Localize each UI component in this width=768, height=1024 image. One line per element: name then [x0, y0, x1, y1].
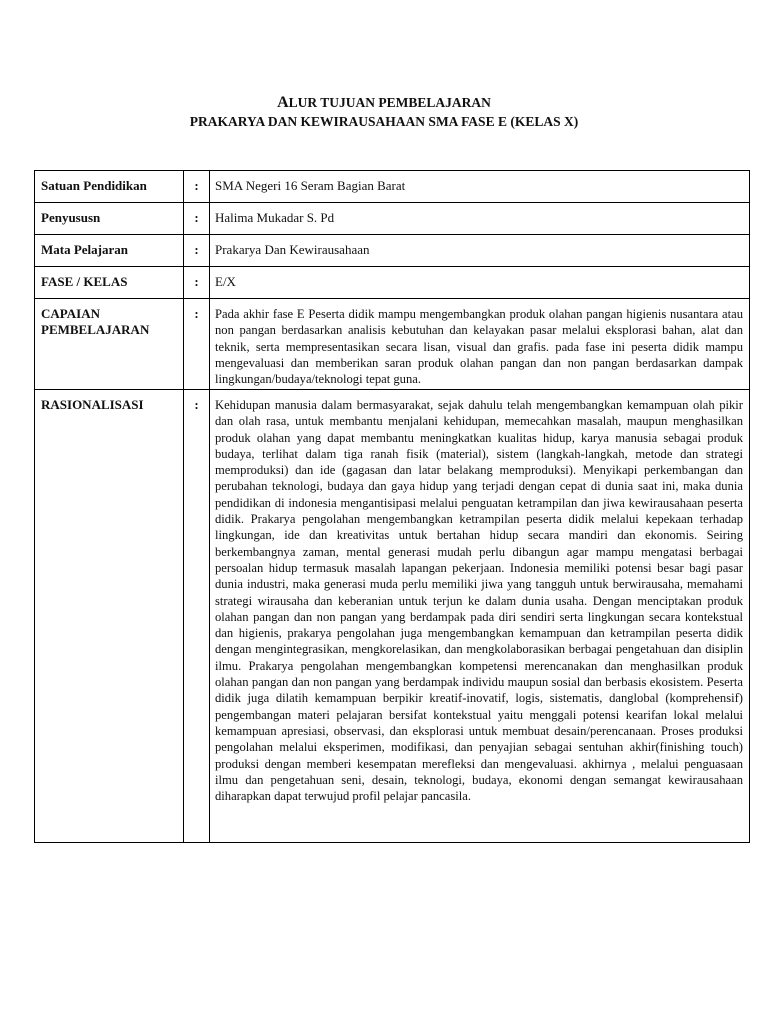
- row-value: Prakarya Dan Kewirausahaan: [210, 235, 750, 267]
- row-separator: :: [184, 299, 210, 390]
- document-title: [0, 94, 768, 111]
- row-separator: :: [184, 267, 210, 299]
- row-value-cell: [210, 299, 750, 390]
- row-value: SMA Negeri 16 Seram Bagian Barat: [210, 171, 750, 203]
- table-row-capaian-pembelajaran: [35, 299, 750, 390]
- row-label: FASE / KELAS: [35, 267, 184, 299]
- rasionalisasi-paragraph: Kehidupan manusia dalam bermasyarakat, sejak dahulu telah mengembangkan kemampuan olah pikir dan olah rasa, untuk membantu menjalani kehidupan, memecahkan masalah, maupun menghasilkan produk olahan yang dapat membantu meningkatkan kualitas hidup, karya manusia sebagai produk budaya, terlihat dalam tiga ranah fisik (material), sistem (langkah-langkah, metode dan strategi memproduksi) dan ide (gagasan dan latar belakang memproduksi). Menyikapi perkembangan dan perubahan teknologi, budaya dan gaya hidup yang terjadi dengan cepat di dunia saat ini, maka dunia pendidikan di indonesia mengantisipasi melalui penguatan ketrampilan dan jiwa kewirausahaan peserta didik. Prakarya pengolahan mengembangkan ketrampilan peserta didik melalui kepekaan terhadap lingkungan, ide dan kreativitas untuk bertahan hidup secara mandiri dan ekonomis. Seiring berkembangnya zaman, mental generasi mudah perlu dibangun agar mampu mengatasi berbagai persoalan hidup termasuk masalah lapangan pekerjaan. Indonesia memiliki potensi besar bagi pasar dunia industri, maka generasi muda perlu memiliki jiwa yang tangguh untuk berwirausaha, memahami strategi wirausaha dan keberanian untuk terjun ke dalam dunia usaha. Dengan menciptakan produk olahan pangan dan non pangan yang berdampak pada diri sendiri serta lingkungan secara kontekstual dan higienis, prakarya pengolahan juga mengembangkan kemampuan dan ketrampilan peserta didik dengan mengintegrasikan, mengkorelasikan, dan mengkolaborasikan berbagai pengetahuan dan disiplin ilmu. Prakarya pengolahan mengembangkan kompetensi merencanakan dan menghasilkan produk olahan pangan dan non pangan yang berdampak individu maupun sosial dan berbasis ekosistem. Peserta didik juga dilatih kemampuan berpikir kreatif-inovatif, logis, sistematis, danglobal (komprehensif) pengembangan materi pelajaran bersifat kontekstual yaitu menggali potensi kearifan lokal melalui kemampuan apresiasi, observasi, dan eksplorasi untuk membuat desain/perencanaan. Proses produksi pengolahan melalui eksperimen, modifikasi, dan penyajian sebagai sentuhan akhir(finishing touch) produksi dengan memberi kesempatan merefleksi dan mengevaluasi. akhirnya , melalui penguasaan ilmu dan pengetahuan seni, desain, teknologi, budaya, ekonomi dengan semangat kewirausahaan diharapkan dapat terwujud profil pelajar pancasila.: [215, 398, 743, 804]
- capaian-paragraph: Pada akhir fase E Peserta didik mampu mengembangkan produk olahan pangan higienis nusantara atau non pangan berdasarkan analisis kebutuhan dan kelayakan pasar melalui eksplorasi bahan, alat dan teknik, serta mempresentasikan secara lisan, visual dan grafis. pada fase ini peserta didik mampu mengevaluasi dan memberikan saran produk olahan pangan dan non pangan berdasarkan dampak lingkungan/budaya/teknologi tepat guna.: [215, 307, 743, 387]
- row-label: RASIONALISASI: [35, 390, 184, 843]
- document-title-rest: LUR TUJUAN PEMBELAJARAN: [288, 95, 491, 110]
- learning-objectives-table: [34, 170, 750, 843]
- row-label: Penyususn: [35, 203, 184, 235]
- table-row-fase-kelas: [35, 267, 750, 299]
- table-row-satuan-pendidikan: [35, 171, 750, 203]
- table-row-penyusun: [35, 203, 750, 235]
- row-label: Mata Pelajaran: [35, 235, 184, 267]
- row-value: Halima Mukadar S. Pd: [210, 203, 750, 235]
- row-value-cell: [210, 390, 750, 843]
- row-separator: :: [184, 235, 210, 267]
- document-subtitle: PRAKARYA DAN KEWIRAUSAHAAN SMA FASE E (KELAS X): [189, 114, 579, 129]
- row-separator: :: [184, 390, 210, 843]
- document-title-initial: A: [277, 94, 289, 111]
- row-value: E/X: [210, 267, 750, 299]
- row-separator: :: [184, 203, 210, 235]
- table-row-rasionalisasi: [35, 390, 750, 843]
- row-label: Satuan Pendidikan: [35, 171, 184, 203]
- row-separator: :: [184, 171, 210, 203]
- row-label: CAPAIAN PEMBELAJARAN: [35, 299, 184, 390]
- table-row-mata-pelajaran: [35, 235, 750, 267]
